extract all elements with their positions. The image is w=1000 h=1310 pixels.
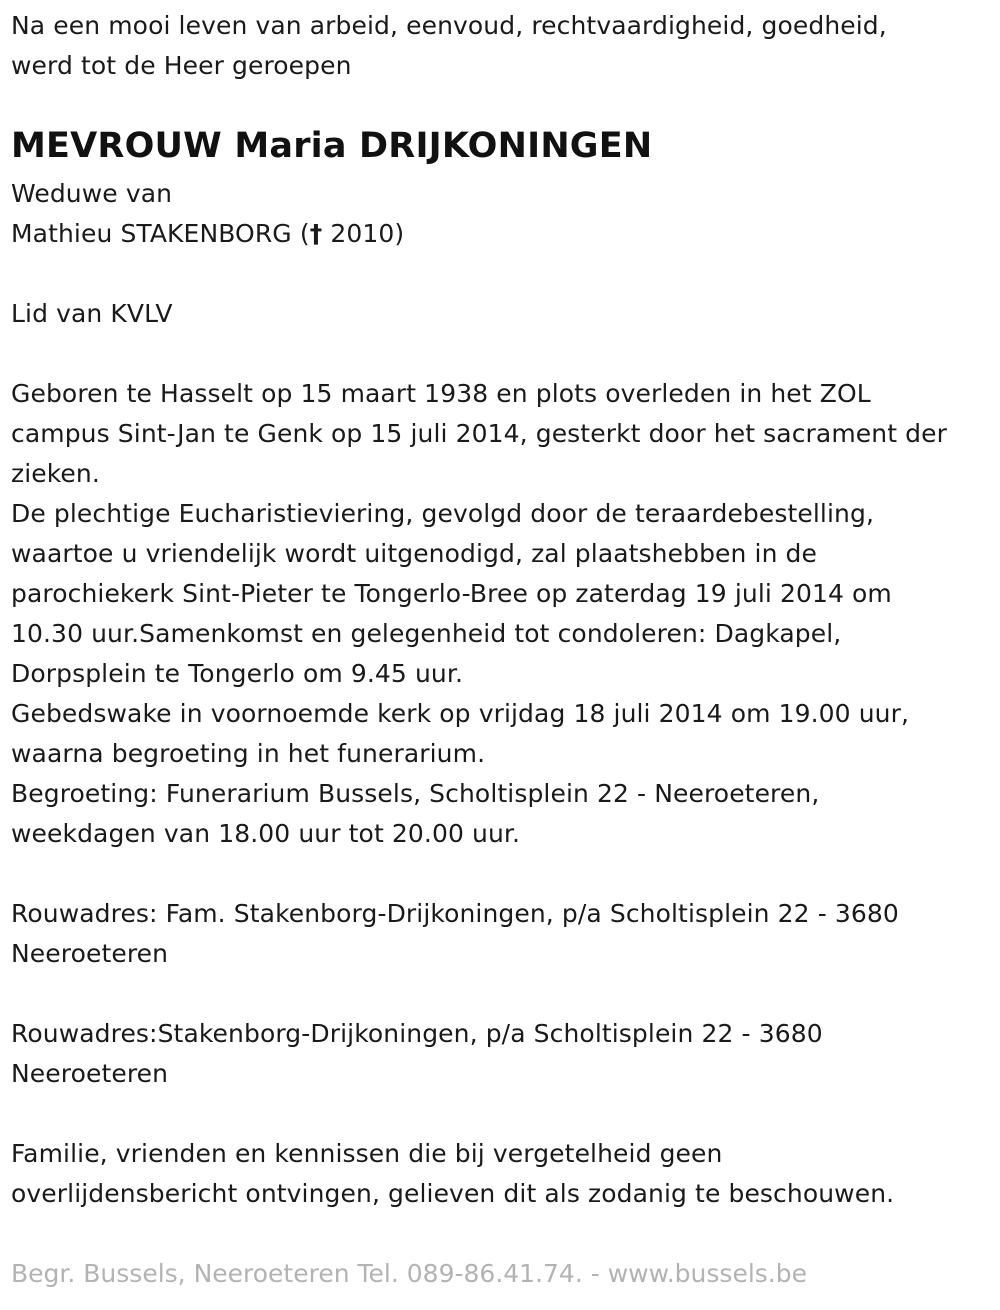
- details-line: zieken.: [11, 459, 100, 488]
- address-line: Neeroeteren: [11, 939, 169, 968]
- obituary-body: [11, 174, 947, 1214]
- details-line: Geboren te Hasselt op 15 maart 1938 en plots overleden in het ZOL: [11, 379, 871, 408]
- details-line: Dorpsplein te Tongerlo om 9.45 uur.: [11, 659, 463, 688]
- cross-icon: †: [309, 219, 323, 248]
- spouse-prefix: Weduwe van: [11, 179, 173, 208]
- details-line: Gebedswake in voornoemde kerk op vrijdag 18 juli 2014 om 19.00 uur,: [11, 699, 910, 728]
- details-line: waartoe u vriendelijk wordt uitgenodigd, zal plaatshebben in de: [11, 539, 818, 568]
- closing-line: overlijdensbericht ontvingen, gelieven dit als zodanig te beschouwen.: [11, 1179, 895, 1208]
- details-line: Begroeting: Funerarium Bussels, Scholtisplein 22 - Neeroeteren,: [11, 779, 820, 808]
- deceased-name: MEVROUW Maria DRIJKONINGEN: [11, 126, 653, 166]
- intro-text: [11, 6, 887, 86]
- spouse-death-year: 2010): [322, 219, 405, 248]
- funeral-home-footer: Begr. Bussels, Neeroeteren Tel. 089-86.41.74. - www.bussels.be: [11, 1259, 807, 1288]
- membership: Lid van KVLV: [11, 299, 173, 328]
- intro-line: werd tot de Heer geroepen: [11, 51, 352, 80]
- mourning-address-2: [11, 1014, 947, 1094]
- details-line: weekdagen van 18.00 uur tot 20.00 uur.: [11, 819, 521, 848]
- details-line: waarna begroeting in het funerarium.: [11, 739, 486, 768]
- closing-note: [11, 1134, 947, 1214]
- closing-line: Familie, vrienden en kennissen die bij vergetelheid geen: [11, 1139, 723, 1168]
- details-paragraph: [11, 374, 947, 854]
- intro-line: Na een mooi leven van arbeid, eenvoud, rechtvaardigheid, goedheid,: [11, 11, 887, 40]
- details-line: campus Sint-Jan te Genk op 15 juli 2014, gesterkt door het sacrament der: [11, 419, 947, 448]
- mourning-address-1: [11, 894, 947, 974]
- details-line: De plechtige Eucharistieviering, gevolgd door de teraardebestelling,: [11, 499, 874, 528]
- address-line: Rouwadres:Stakenborg-Drijkoningen, p/a Scholtisplein 22 - 3680: [11, 1019, 823, 1048]
- address-line: Neeroeteren: [11, 1059, 169, 1088]
- details-line: 10.30 uur.Samenkomst en gelegenheid tot condoleren: Dagkapel,: [11, 619, 842, 648]
- details-line: parochiekerk Sint-Pieter te Tongerlo-Bree op zaterdag 19 juli 2014 om: [11, 579, 892, 608]
- spouse-name-text: Mathieu STAKENBORG (: [11, 219, 310, 248]
- address-line: Rouwadres: Fam. Stakenborg-Drijkoningen, p/a Scholtisplein 22 - 3680: [11, 899, 899, 928]
- spouse-name: [11, 214, 947, 254]
